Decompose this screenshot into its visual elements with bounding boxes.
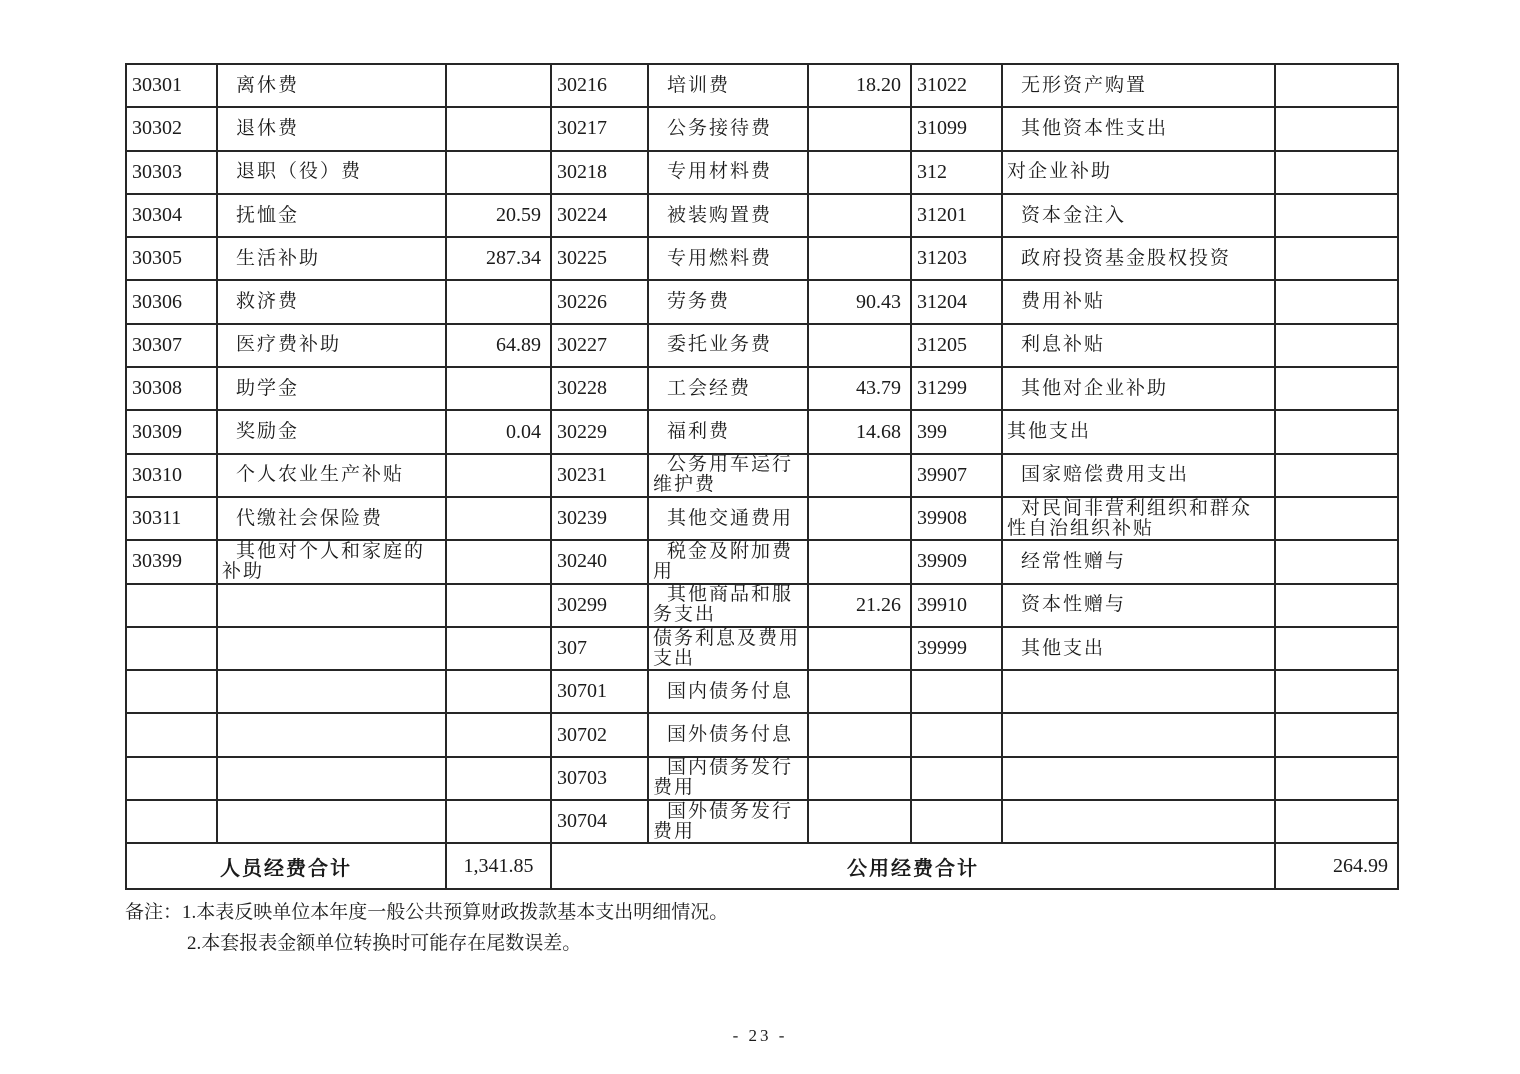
- value-cell: 0.04: [447, 411, 552, 454]
- value-cell: 21.26: [809, 585, 912, 628]
- code-cell: 30240: [552, 541, 649, 584]
- code-cell: [912, 671, 1003, 714]
- label-cell: [1003, 714, 1276, 757]
- value-cell: [809, 801, 912, 844]
- label-cell: [218, 585, 447, 628]
- label-cell: [649, 758, 809, 801]
- value-cell: [447, 152, 552, 195]
- code-cell: 30704: [552, 801, 649, 844]
- code-cell: 30703: [552, 758, 649, 801]
- code-cell: 39907: [912, 455, 1003, 498]
- label-text: 对民间非营利组织和群众性自治组织补贴: [1007, 497, 1253, 539]
- value-cell: [1276, 758, 1397, 801]
- label-text: 政府投资基金股权投资: [1021, 247, 1232, 269]
- value-cell: [447, 671, 552, 714]
- value-cell: [447, 541, 552, 584]
- code-cell: 30226: [552, 281, 649, 324]
- label-cell: [1003, 585, 1276, 628]
- code-cell: 30299: [552, 585, 649, 628]
- code-cell: 30304: [127, 195, 218, 238]
- value-cell: [1276, 801, 1397, 844]
- value-cell: [809, 498, 912, 541]
- label-text: 委托业务费: [667, 334, 773, 356]
- code-cell: 30702: [552, 714, 649, 757]
- label-cell: [218, 238, 447, 281]
- label-text: 国家赔偿费用支出: [1021, 464, 1190, 486]
- code-cell: 30308: [127, 368, 218, 411]
- code-cell: [127, 585, 218, 628]
- value-cell: [809, 628, 912, 671]
- code-cell: 312: [912, 152, 1003, 195]
- value-cell: 18.20: [809, 65, 912, 108]
- label-cell: [218, 455, 447, 498]
- label-text: 救济费: [236, 291, 300, 313]
- label-text: 抚恤金: [236, 204, 300, 226]
- label-cell: [1003, 671, 1276, 714]
- code-cell: 31205: [912, 325, 1003, 368]
- code-cell: 39910: [912, 585, 1003, 628]
- label-text: 其他交通费用: [667, 507, 794, 529]
- label-text: 代缴社会保险费: [236, 507, 384, 529]
- label-text: 医疗费补助: [236, 334, 342, 356]
- value-cell: 287.34: [447, 238, 552, 281]
- label-text: 生活补助: [236, 247, 321, 269]
- label-cell: [649, 108, 809, 151]
- label-text: 工会经费: [667, 377, 752, 399]
- label-cell: [218, 714, 447, 757]
- label-cell: [1003, 65, 1276, 108]
- code-cell: 30309: [127, 411, 218, 454]
- code-cell: [912, 801, 1003, 844]
- value-cell: [1276, 108, 1397, 151]
- value-cell: [447, 585, 552, 628]
- value-cell: [1276, 498, 1397, 541]
- label-text: 退职（役）费: [236, 161, 363, 183]
- label-cell: [649, 498, 809, 541]
- label-cell: [218, 281, 447, 324]
- code-cell: [912, 758, 1003, 801]
- label-text: 国内债务付息: [667, 680, 794, 702]
- code-cell: 30399: [127, 541, 218, 584]
- value-cell: [809, 238, 912, 281]
- code-cell: 30311: [127, 498, 218, 541]
- code-cell: 30225: [552, 238, 649, 281]
- label-cell: [218, 671, 447, 714]
- label-text: 退休费: [236, 117, 300, 139]
- code-cell: 31299: [912, 368, 1003, 411]
- code-cell: 31203: [912, 238, 1003, 281]
- label-cell: [1003, 541, 1276, 584]
- label-cell: [649, 152, 809, 195]
- value-cell: [809, 541, 912, 584]
- code-cell: 30306: [127, 281, 218, 324]
- label-cell: [1003, 801, 1276, 844]
- code-cell: 30239: [552, 498, 649, 541]
- label-text: 个人农业生产补贴: [236, 464, 405, 486]
- value-cell: [809, 758, 912, 801]
- label-text: 其他对企业补助: [1021, 377, 1169, 399]
- value-cell: [447, 65, 552, 108]
- public-total-value: 264.99: [1333, 854, 1388, 877]
- label-cell: [1003, 108, 1276, 151]
- code-cell: 30229: [552, 411, 649, 454]
- value-cell: [1276, 281, 1397, 324]
- value-cell: [809, 195, 912, 238]
- code-cell: 30303: [127, 152, 218, 195]
- value-cell: 64.89: [447, 325, 552, 368]
- label-cell: [649, 671, 809, 714]
- label-cell: [1003, 628, 1276, 671]
- value-cell: [1276, 585, 1397, 628]
- label-cell: [1003, 498, 1276, 541]
- value-cell: [1276, 325, 1397, 368]
- label-cell: [218, 801, 447, 844]
- label-text: 离休费: [236, 74, 300, 96]
- label-cell: [218, 498, 447, 541]
- label-cell: [218, 628, 447, 671]
- label-cell: [649, 714, 809, 757]
- code-cell: 31204: [912, 281, 1003, 324]
- value-cell: [1276, 152, 1397, 195]
- label-cell: [649, 195, 809, 238]
- label-cell: [649, 801, 809, 844]
- code-cell: 30216: [552, 65, 649, 108]
- label-cell: [218, 65, 447, 108]
- value-cell: [809, 714, 912, 757]
- value-cell: [1276, 411, 1397, 454]
- label-text: 公务用车运行维护费: [653, 454, 794, 496]
- label-text: 劳务费: [667, 291, 731, 313]
- label-cell: [1003, 281, 1276, 324]
- label-cell: [218, 152, 447, 195]
- label-text: 债务利息及费用支出: [653, 627, 801, 669]
- label-text: 培训费: [667, 74, 731, 96]
- code-cell: 30310: [127, 455, 218, 498]
- code-cell: 30217: [552, 108, 649, 151]
- code-cell: 39908: [912, 498, 1003, 541]
- value-cell: [1276, 714, 1397, 757]
- code-cell: 31022: [912, 65, 1003, 108]
- code-cell: 39999: [912, 628, 1003, 671]
- code-cell: 30305: [127, 238, 218, 281]
- label-cell: [649, 281, 809, 324]
- code-cell: [127, 801, 218, 844]
- label-text: 经常性赠与: [1021, 550, 1127, 572]
- label-cell: [1003, 758, 1276, 801]
- value-cell: [809, 108, 912, 151]
- code-cell: [127, 714, 218, 757]
- label-text: 国外债务发行费用: [653, 801, 794, 842]
- budget-table: [125, 63, 1399, 890]
- label-cell: [218, 195, 447, 238]
- label-cell: [649, 368, 809, 411]
- footnote-2: 2.本套报表金额单位转换时可能存在尾数误差。: [187, 933, 582, 954]
- value-cell: [1276, 671, 1397, 714]
- public-total-label: 公用经费合计: [552, 844, 1276, 888]
- label-cell: [649, 541, 809, 584]
- value-cell: [809, 455, 912, 498]
- code-cell: 30302: [127, 108, 218, 151]
- value-cell: [1276, 455, 1397, 498]
- label-text: 对企业补助: [1007, 161, 1113, 183]
- label-text: 费用补贴: [1021, 291, 1106, 313]
- code-cell: 30307: [127, 325, 218, 368]
- label-text: 助学金: [236, 377, 300, 399]
- footnotes: [125, 897, 728, 959]
- label-text: 无形资产购置: [1021, 74, 1148, 96]
- value-cell: [447, 281, 552, 324]
- label-cell: [1003, 411, 1276, 454]
- label-cell: [218, 108, 447, 151]
- label-text: 奖励金: [236, 421, 300, 443]
- label-cell: [1003, 238, 1276, 281]
- code-cell: 30301: [127, 65, 218, 108]
- code-cell: 39909: [912, 541, 1003, 584]
- code-cell: 30227: [552, 325, 649, 368]
- value-cell: [447, 108, 552, 151]
- value-cell: 20.59: [447, 195, 552, 238]
- value-cell: [809, 671, 912, 714]
- value-cell: [447, 628, 552, 671]
- value-cell: [809, 325, 912, 368]
- value-cell: [1276, 238, 1397, 281]
- value-cell: [447, 498, 552, 541]
- label-cell: [218, 541, 447, 584]
- value-cell: [1276, 541, 1397, 584]
- code-cell: 399: [912, 411, 1003, 454]
- label-cell: [218, 758, 447, 801]
- label-text: 专用材料费: [667, 161, 773, 183]
- label-cell: [218, 411, 447, 454]
- label-text: 其他支出: [1021, 637, 1106, 659]
- code-cell: 31099: [912, 108, 1003, 151]
- value-cell: 14.68: [809, 411, 912, 454]
- label-cell: [1003, 195, 1276, 238]
- value-cell: [447, 368, 552, 411]
- label-cell: [1003, 152, 1276, 195]
- label-cell: [1003, 368, 1276, 411]
- footnote-1: 备注：1.本表反映单位本年度一般公共预算财政拨款基本支出明细情况。: [125, 902, 729, 923]
- label-text: 其他商品和服务支出: [653, 584, 794, 626]
- label-cell: [1003, 455, 1276, 498]
- value-cell: [1276, 368, 1397, 411]
- value-cell: [447, 455, 552, 498]
- label-cell: [218, 325, 447, 368]
- code-cell: 30701: [552, 671, 649, 714]
- value-cell: 43.79: [809, 368, 912, 411]
- label-cell: [649, 411, 809, 454]
- label-text: 国内债务发行费用: [653, 757, 794, 799]
- label-text: 资本性赠与: [1021, 594, 1127, 616]
- label-cell: [649, 628, 809, 671]
- label-cell: [1003, 325, 1276, 368]
- code-cell: 30218: [552, 152, 649, 195]
- label-text: 税金及附加费用: [653, 541, 794, 582]
- value-cell: [447, 801, 552, 844]
- label-text: 利息补贴: [1021, 334, 1106, 356]
- label-cell: [649, 455, 809, 498]
- label-text: 专用燃料费: [667, 247, 773, 269]
- label-text: 其他资本性支出: [1021, 117, 1169, 139]
- label-cell: [649, 238, 809, 281]
- code-cell: [912, 714, 1003, 757]
- value-cell: [1276, 628, 1397, 671]
- code-cell: 30224: [552, 195, 649, 238]
- label-text: 国外债务付息: [667, 724, 794, 746]
- label-cell: [218, 368, 447, 411]
- value-cell: [1276, 65, 1397, 108]
- code-cell: 30228: [552, 368, 649, 411]
- code-cell: [127, 628, 218, 671]
- value-cell: [447, 758, 552, 801]
- label-text: 其他对个人和家庭的补助: [222, 541, 426, 582]
- personnel-total-label: 人员经费合计: [127, 844, 447, 888]
- label-text: 其他支出: [1007, 421, 1092, 443]
- label-cell: [649, 585, 809, 628]
- label-cell: [649, 65, 809, 108]
- label-text: 福利费: [667, 421, 731, 443]
- code-cell: 31201: [912, 195, 1003, 238]
- code-cell: 30231: [552, 455, 649, 498]
- personnel-total-value: 1,341.85: [447, 844, 552, 888]
- code-cell: [127, 671, 218, 714]
- value-cell: [1276, 195, 1397, 238]
- label-text: 资本金注入: [1021, 204, 1127, 226]
- value-cell: 90.43: [809, 281, 912, 324]
- code-cell: [127, 758, 218, 801]
- value-cell: [447, 714, 552, 757]
- label-text: 公务接待费: [667, 117, 773, 139]
- page-number: - 23 -: [732, 1026, 788, 1045]
- value-cell: [809, 152, 912, 195]
- label-text: 被装购置费: [667, 204, 773, 226]
- code-cell: 307: [552, 628, 649, 671]
- label-cell: [649, 325, 809, 368]
